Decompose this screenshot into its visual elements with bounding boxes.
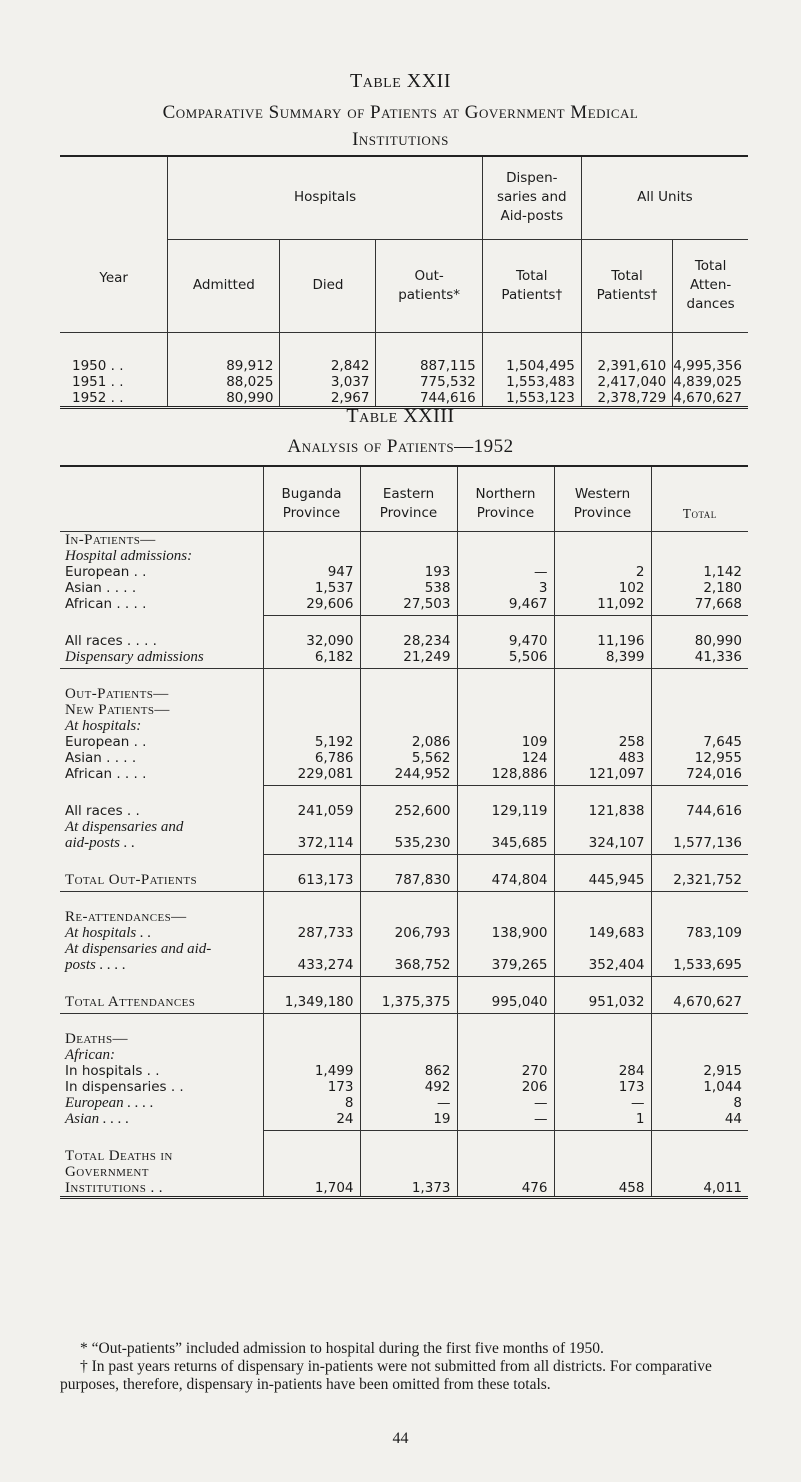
table-row xyxy=(60,957,748,977)
cell-buganda xyxy=(263,941,360,957)
table-row xyxy=(60,596,748,616)
table-row xyxy=(60,374,748,390)
row-label: Re-attendances— xyxy=(65,909,187,925)
table23-title: Table XXIII xyxy=(346,405,455,427)
cell-eastern: 862 xyxy=(360,1063,457,1079)
row-label: African . . . . xyxy=(65,596,147,613)
header-dispensaries: Dispen- saries and Aid-posts xyxy=(482,156,581,239)
row-label: New Patients— xyxy=(65,702,170,718)
header-total-patients-disp: Total Patients† xyxy=(482,239,581,332)
cell-northern: 206 xyxy=(457,1079,554,1095)
row-label: Government xyxy=(65,1163,149,1180)
cell-buganda xyxy=(263,532,360,549)
header-out-patients: Out- patients* xyxy=(376,239,482,332)
cell-dispensary-total: 1,553,483 xyxy=(482,374,581,390)
cell-total xyxy=(651,1047,748,1063)
table-row xyxy=(60,1063,748,1079)
row-label: Institutions . . xyxy=(65,1179,163,1196)
cell-western: 483 xyxy=(554,750,651,766)
cell-total xyxy=(651,941,748,957)
cell-northern xyxy=(457,718,554,734)
cell-eastern xyxy=(360,819,457,835)
cell-northern: 270 xyxy=(457,1063,554,1079)
cell-died: 2,842 xyxy=(280,332,376,374)
cell-western xyxy=(554,548,651,564)
cell-dispensary-total: 1,553,123 xyxy=(482,390,581,408)
table-row xyxy=(60,669,748,703)
cell-total: 1,142 xyxy=(651,564,748,580)
table23-subtitle: Analysis of Patients—1952 xyxy=(287,436,514,457)
cell-eastern xyxy=(360,1014,457,1048)
table-row xyxy=(60,580,748,596)
cell-western xyxy=(554,532,651,549)
cell-buganda xyxy=(263,1047,360,1063)
cell-attendances: 4,670,627 xyxy=(673,390,748,408)
cell-total xyxy=(651,1014,748,1048)
row-label: Deaths— xyxy=(65,1031,128,1047)
table-row xyxy=(60,1095,748,1111)
table-row xyxy=(60,1131,748,1164)
footnotes xyxy=(60,1340,748,1394)
cell-eastern: 5,562 xyxy=(360,750,457,766)
cell-total: 4,670,627 xyxy=(651,977,748,1014)
cell-eastern: 535,230 xyxy=(360,835,457,855)
cell-northern: 379,265 xyxy=(457,957,554,977)
table-row xyxy=(60,718,748,734)
header-western: Western Province xyxy=(554,466,651,532)
cell-eastern xyxy=(360,941,457,957)
cell-buganda: 8 xyxy=(263,1095,360,1111)
cell-northern: 3 xyxy=(457,580,554,596)
cell-northern: — xyxy=(457,1095,554,1111)
table-row xyxy=(60,734,748,750)
row-label: Hospital admissions: xyxy=(65,548,193,564)
table22-subtitle-line2: Institutions xyxy=(352,129,449,150)
cell-northern: 9,470 xyxy=(457,616,554,650)
row-label: African: xyxy=(65,1047,115,1063)
cell-out-patients: 775,532 xyxy=(376,374,482,390)
cell-western: 8,399 xyxy=(554,649,651,669)
cell-northern: 345,685 xyxy=(457,835,554,855)
cell-eastern: 27,503 xyxy=(360,596,457,616)
cell-eastern: — xyxy=(360,1095,457,1111)
cell-eastern xyxy=(360,702,457,718)
cell-western: 149,683 xyxy=(554,925,651,941)
cell-northern: — xyxy=(457,1111,554,1131)
cell-eastern: 1,375,375 xyxy=(360,977,457,1014)
row-label: In hospitals . . xyxy=(65,1063,160,1079)
cell-western: 11,196 xyxy=(554,616,651,650)
page-number: 44 xyxy=(392,1430,409,1447)
footnote-dispensary: † In past years returns of dispensary in-patients were not submitted from all districts. For comparative purposes, therefore, dispensary in-patients have been omitted from these totals. xyxy=(60,1358,712,1393)
cell-total xyxy=(651,669,748,703)
table-row xyxy=(60,1014,748,1048)
cell-eastern: 28,234 xyxy=(360,616,457,650)
cell-buganda xyxy=(263,819,360,835)
cell-buganda: 24 xyxy=(263,1111,360,1131)
cell-western: 173 xyxy=(554,1079,651,1095)
cell-buganda: 241,059 xyxy=(263,786,360,820)
row-label: aid-posts . . xyxy=(65,835,136,852)
cell-year: 1951 . . xyxy=(72,373,124,390)
table-row xyxy=(60,766,748,786)
cell-eastern: 21,249 xyxy=(360,649,457,669)
cell-western xyxy=(554,892,651,926)
cell-eastern xyxy=(360,892,457,926)
table-row xyxy=(60,1111,748,1131)
table-row xyxy=(60,702,748,718)
header-total-patients-all: Total Patients† xyxy=(581,239,672,332)
cell-died: 3,037 xyxy=(280,374,376,390)
cell-northern: 476 xyxy=(457,1180,554,1198)
header-blank xyxy=(60,466,263,532)
header-hospitals: Hospitals xyxy=(168,156,482,239)
cell-western xyxy=(554,941,651,957)
row-label: Asian . . . . xyxy=(65,1111,130,1128)
row-label: Asian . . . . xyxy=(65,750,137,766)
cell-died: 2,967 xyxy=(280,390,376,408)
cell-northern xyxy=(457,1131,554,1164)
cell-total: 41,336 xyxy=(651,649,748,669)
cell-buganda xyxy=(263,548,360,564)
cell-eastern xyxy=(360,718,457,734)
cell-western: 951,032 xyxy=(554,977,651,1014)
cell-total: 2,915 xyxy=(651,1063,748,1079)
cell-total: 1,533,695 xyxy=(651,957,748,977)
header-total: Total xyxy=(651,466,748,532)
cell-total: 744,616 xyxy=(651,786,748,820)
table22 xyxy=(60,155,748,409)
cell-buganda: 433,274 xyxy=(263,957,360,977)
cell-buganda: 1,349,180 xyxy=(263,977,360,1014)
cell-eastern xyxy=(360,532,457,549)
cell-western: 258 xyxy=(554,734,651,750)
row-label: European . . xyxy=(65,564,147,580)
cell-out-patients: 744,616 xyxy=(376,390,482,408)
table-row xyxy=(60,892,748,926)
cell-total: 80,990 xyxy=(651,616,748,650)
cell-eastern: 252,600 xyxy=(360,786,457,820)
cell-western xyxy=(554,718,651,734)
cell-total: 2,180 xyxy=(651,580,748,596)
cell-northern: 5,506 xyxy=(457,649,554,669)
cell-western: 121,838 xyxy=(554,786,651,820)
cell-western xyxy=(554,1131,651,1164)
cell-total: 44 xyxy=(651,1111,748,1131)
cell-out-patients: 887,115 xyxy=(376,332,482,374)
cell-eastern: 244,952 xyxy=(360,766,457,786)
cell-total: 12,955 xyxy=(651,750,748,766)
cell-eastern: 19 xyxy=(360,1111,457,1131)
cell-northern xyxy=(457,669,554,703)
row-label: Asian . . . . xyxy=(65,580,137,596)
cell-western: 458 xyxy=(554,1180,651,1198)
table-row xyxy=(60,616,748,650)
cell-western: 445,945 xyxy=(554,855,651,892)
table-row xyxy=(60,332,748,374)
header-died: Died xyxy=(280,239,376,332)
cell-admitted: 88,025 xyxy=(168,374,280,390)
row-label: All races . . . . xyxy=(65,632,157,649)
table-row xyxy=(60,786,748,820)
cell-buganda: 6,182 xyxy=(263,649,360,669)
cell-total: 7,645 xyxy=(651,734,748,750)
table-row xyxy=(60,819,748,835)
cell-attendances: 4,839,025 xyxy=(673,374,748,390)
table22-subtitle-line1: Comparative Summary of Patients at Government Medical xyxy=(162,102,639,123)
cell-western: 2 xyxy=(554,564,651,580)
cell-all-units-total: 2,417,040 xyxy=(581,374,672,390)
header-all-units: All Units xyxy=(581,156,748,239)
row-label: posts . . . . xyxy=(65,957,126,974)
row-label: At dispensaries and aid- xyxy=(65,941,212,957)
cell-northern: — xyxy=(457,564,554,580)
row-label: At dispensaries and xyxy=(65,819,184,835)
cell-eastern: 2,086 xyxy=(360,734,457,750)
cell-buganda: 287,733 xyxy=(263,925,360,941)
cell-admitted: 89,912 xyxy=(168,332,280,374)
cell-total: 4,011 xyxy=(651,1180,748,1198)
cell-attendances: 4,995,356 xyxy=(673,332,748,374)
cell-northern: 124 xyxy=(457,750,554,766)
cell-eastern xyxy=(360,1047,457,1063)
cell-northern: 474,804 xyxy=(457,855,554,892)
cell-buganda xyxy=(263,1164,360,1180)
header-northern: Northern Province xyxy=(457,466,554,532)
table-row xyxy=(60,564,748,580)
table-row xyxy=(60,925,748,941)
cell-eastern xyxy=(360,669,457,703)
cell-western: 102 xyxy=(554,580,651,596)
cell-buganda: 6,786 xyxy=(263,750,360,766)
cell-western xyxy=(554,1014,651,1048)
row-label: European . . xyxy=(65,734,147,750)
cell-admitted: 80,990 xyxy=(168,390,280,408)
cell-buganda xyxy=(263,702,360,718)
cell-western: 324,107 xyxy=(554,835,651,855)
cell-buganda: 229,081 xyxy=(263,766,360,786)
cell-eastern: 193 xyxy=(360,564,457,580)
row-label: At hospitals . . xyxy=(65,925,152,941)
cell-buganda: 947 xyxy=(263,564,360,580)
cell-all-units-total: 2,378,729 xyxy=(581,390,672,408)
cell-total: 1,044 xyxy=(651,1079,748,1095)
row-label: African . . . . xyxy=(65,766,147,783)
cell-eastern: 787,830 xyxy=(360,855,457,892)
table-row xyxy=(60,941,748,957)
table-row xyxy=(60,835,748,855)
cell-buganda xyxy=(263,669,360,703)
header-eastern: Eastern Province xyxy=(360,466,457,532)
cell-total xyxy=(651,532,748,549)
cell-total: 8 xyxy=(651,1095,748,1111)
cell-northern xyxy=(457,1047,554,1063)
table-row xyxy=(60,1047,748,1063)
cell-buganda: 173 xyxy=(263,1079,360,1095)
cell-northern xyxy=(457,532,554,549)
table-row xyxy=(60,1164,748,1180)
cell-western: 121,097 xyxy=(554,766,651,786)
cell-western: — xyxy=(554,1095,651,1111)
table-row xyxy=(60,532,748,549)
cell-eastern: 538 xyxy=(360,580,457,596)
row-label: Total Attendances xyxy=(60,977,263,1014)
cell-northern xyxy=(457,892,554,926)
cell-northern: 995,040 xyxy=(457,977,554,1014)
table23-body xyxy=(60,532,748,1198)
cell-western xyxy=(554,1047,651,1063)
cell-buganda xyxy=(263,718,360,734)
cell-buganda xyxy=(263,1131,360,1164)
header-total-attendances: Total Atten- dances xyxy=(673,239,748,332)
row-label: All races . . xyxy=(65,802,140,819)
row-label: Total Out-Patients xyxy=(60,855,263,892)
row-label: European . . . . xyxy=(65,1095,154,1111)
cell-western xyxy=(554,1164,651,1180)
cell-northern xyxy=(457,548,554,564)
cell-northern xyxy=(457,1164,554,1180)
cell-year: 1950 . . xyxy=(72,357,124,374)
row-label: Dispensary admissions xyxy=(60,649,263,669)
cell-eastern xyxy=(360,1131,457,1164)
table-row xyxy=(60,1079,748,1095)
table-row xyxy=(60,750,748,766)
row-label: Out-Patients— xyxy=(65,686,169,702)
cell-buganda: 372,114 xyxy=(263,835,360,855)
cell-eastern xyxy=(360,1164,457,1180)
cell-total: 783,109 xyxy=(651,925,748,941)
cell-buganda: 32,090 xyxy=(263,616,360,650)
cell-year: 1952 . . xyxy=(72,389,124,406)
row-label: In dispensaries . . xyxy=(65,1079,184,1095)
cell-northern xyxy=(457,702,554,718)
cell-total: 1,577,136 xyxy=(651,835,748,855)
table-row xyxy=(60,548,748,564)
table-row xyxy=(60,855,748,892)
row-label: In-Patients— xyxy=(65,532,156,548)
cell-dispensary-total: 1,504,495 xyxy=(482,332,581,374)
cell-total xyxy=(651,892,748,926)
cell-buganda xyxy=(263,892,360,926)
cell-total xyxy=(651,702,748,718)
table-row xyxy=(60,1180,748,1198)
header-buganda: Buganda Province xyxy=(263,466,360,532)
row-label: Total Deaths in xyxy=(65,1147,173,1164)
cell-northern: 129,119 xyxy=(457,786,554,820)
cell-eastern: 206,793 xyxy=(360,925,457,941)
table22-title: Table XXII xyxy=(350,70,451,92)
cell-western: 11,092 xyxy=(554,596,651,616)
cell-buganda: 1,537 xyxy=(263,580,360,596)
cell-buganda xyxy=(263,1014,360,1048)
cell-buganda: 613,173 xyxy=(263,855,360,892)
table23 xyxy=(60,465,748,1199)
cell-northern: 128,886 xyxy=(457,766,554,786)
cell-total: 77,668 xyxy=(651,596,748,616)
cell-northern: 109 xyxy=(457,734,554,750)
cell-total: 2,321,752 xyxy=(651,855,748,892)
cell-total xyxy=(651,1164,748,1180)
table-row xyxy=(60,977,748,1014)
cell-eastern: 492 xyxy=(360,1079,457,1095)
cell-buganda: 1,499 xyxy=(263,1063,360,1079)
header-admitted: Admitted xyxy=(168,239,280,332)
cell-eastern: 1,373 xyxy=(360,1180,457,1198)
header-year: Year xyxy=(60,156,168,332)
cell-northern xyxy=(457,819,554,835)
cell-northern xyxy=(457,1014,554,1048)
cell-eastern: 368,752 xyxy=(360,957,457,977)
cell-western xyxy=(554,702,651,718)
cell-western xyxy=(554,669,651,703)
cell-total: 724,016 xyxy=(651,766,748,786)
cell-total xyxy=(651,1131,748,1164)
cell-eastern xyxy=(360,548,457,564)
cell-buganda: 1,704 xyxy=(263,1180,360,1198)
row-label: At hospitals: xyxy=(65,718,142,734)
cell-western xyxy=(554,819,651,835)
cell-western: 284 xyxy=(554,1063,651,1079)
cell-all-units-total: 2,391,610 xyxy=(581,332,672,374)
cell-total xyxy=(651,718,748,734)
cell-northern: 138,900 xyxy=(457,925,554,941)
footnote-out-patients: * “Out-patients” included admission to hospital during the first five months of 1950. xyxy=(80,1340,604,1357)
cell-buganda: 29,606 xyxy=(263,596,360,616)
table-row xyxy=(60,649,748,669)
cell-total xyxy=(651,548,748,564)
cell-total xyxy=(651,819,748,835)
cell-western: 352,404 xyxy=(554,957,651,977)
cell-western: 1 xyxy=(554,1111,651,1131)
cell-buganda: 5,192 xyxy=(263,734,360,750)
cell-northern: 9,467 xyxy=(457,596,554,616)
cell-northern xyxy=(457,941,554,957)
